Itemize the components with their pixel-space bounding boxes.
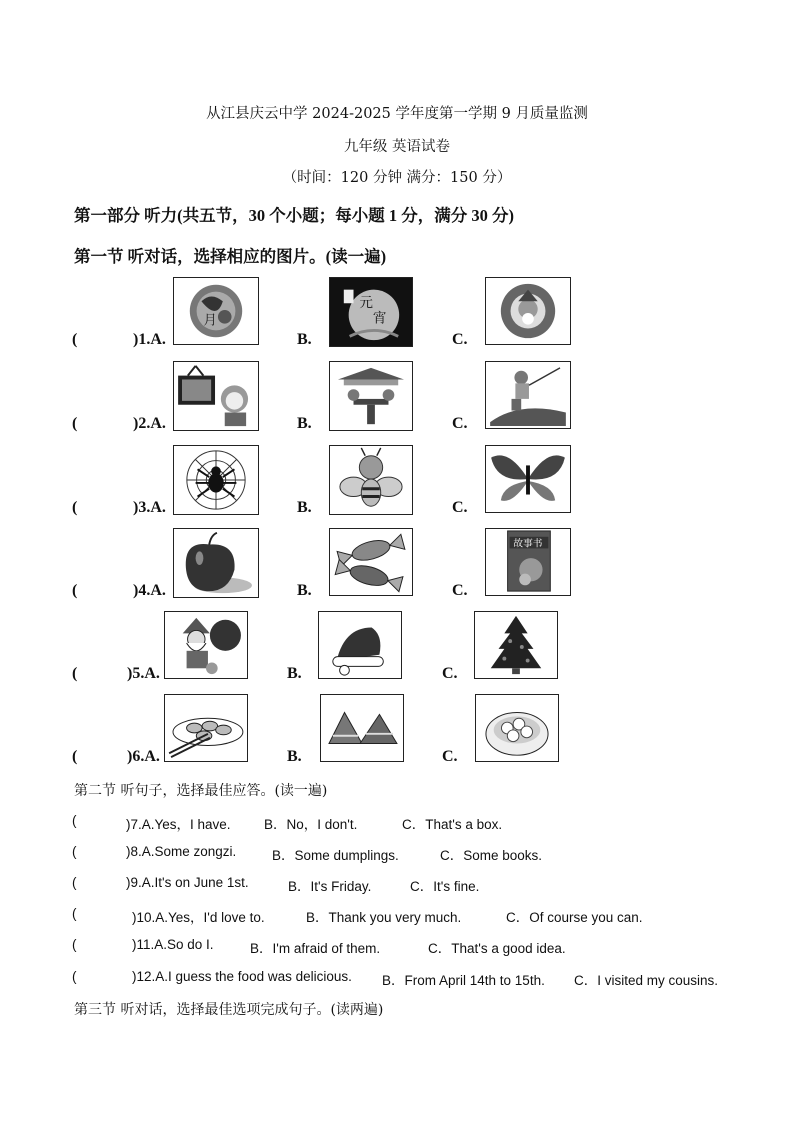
section2-heading: 第二节 听句子，选择最佳应答。(读一遍): [74, 783, 328, 799]
answer-paren[interactable]: (: [72, 813, 77, 828]
candy-icon[interactable]: [329, 528, 413, 596]
option-b-label: B.: [297, 499, 312, 516]
answer-paren[interactable]: (: [72, 748, 78, 765]
santa-wreath-icon[interactable]: [485, 277, 571, 345]
answer-paren[interactable]: (: [72, 969, 77, 984]
option-b: B．Some dumplings.: [272, 848, 399, 863]
answer-paren[interactable]: (: [72, 875, 77, 890]
exam-meta: （时间：120 分钟 满分：150 分）: [282, 170, 512, 186]
answer-paren[interactable]: (: [72, 937, 77, 952]
question-number: )1.A.: [133, 331, 166, 348]
storybook-title: 故事书: [513, 538, 543, 550]
option-b: B．From April 14th to 15th.: [382, 973, 545, 988]
answer-paren[interactable]: (: [72, 331, 78, 348]
option-c: C．That's a box.: [402, 817, 503, 832]
option-b-label: B.: [287, 748, 302, 765]
answer-paren[interactable]: (: [72, 906, 77, 921]
option-a: )9.A.It's on June 1st.: [126, 875, 249, 890]
option-b: B．No，I don't.: [264, 817, 358, 832]
option-c: C．That's a good idea.: [428, 941, 566, 956]
question-number: )3.A.: [133, 499, 166, 516]
answer-paren[interactable]: (: [72, 844, 77, 859]
lantern-text-2: 宵: [372, 310, 387, 327]
question-number: )2.A.: [133, 415, 166, 432]
spider-icon[interactable]: [173, 445, 259, 515]
svg-text:月: 月: [203, 312, 217, 329]
option-a: )7.A.Yes，I have.: [126, 817, 231, 832]
christmas-tree-icon[interactable]: [474, 611, 558, 679]
option-a: )8.A.Some zongzi.: [126, 844, 237, 859]
cafe-table-icon[interactable]: [329, 361, 413, 431]
christmas-hat-icon[interactable]: [318, 611, 402, 679]
option-b-label: B.: [297, 582, 312, 599]
option-c: C．Of course you can.: [506, 910, 643, 925]
option-a: )12.A.I guess the food was delicious.: [132, 969, 352, 984]
dumplings-icon[interactable]: [164, 694, 248, 762]
boy-fishing-icon[interactable]: [485, 361, 571, 429]
option-a: )10.A.Yes，I'd love to.: [132, 910, 265, 925]
option-b: B．It's Friday.: [288, 879, 372, 894]
apple-icon[interactable]: [173, 528, 259, 598]
option-a: )11.A.So do I.: [132, 937, 214, 952]
option-c-label: C.: [452, 582, 468, 599]
option-b-label: B.: [287, 665, 302, 682]
option-c-label: C.: [452, 415, 468, 432]
option-c-label: C.: [452, 331, 468, 348]
santa-claus-icon[interactable]: [164, 611, 248, 679]
exam-subtitle: 九年级 英语试卷: [343, 139, 451, 155]
answer-paren[interactable]: (: [72, 499, 78, 516]
answer-paren[interactable]: (: [72, 415, 78, 432]
mid-autumn-moon-icon[interactable]: [173, 277, 259, 345]
bee-icon[interactable]: [329, 445, 413, 515]
section1-heading: 第一节 听对话，选择相应的图片。(读一遍): [74, 247, 387, 266]
answer-paren[interactable]: (: [72, 582, 78, 599]
option-b-label: B.: [297, 415, 312, 432]
option-c: C．I visited my cousins.: [574, 973, 719, 988]
section3-heading: 第三节 听对话，选择最佳选项完成句子。(读两遍): [74, 1002, 384, 1018]
zongzi-icon[interactable]: [320, 694, 404, 762]
tangyuan-icon[interactable]: [475, 694, 559, 762]
butterfly-icon[interactable]: [485, 445, 571, 513]
storybook-icon[interactable]: [485, 528, 571, 596]
question-number: )5.A.: [127, 665, 160, 682]
option-b: B．I'm afraid of them.: [250, 941, 381, 956]
question-number: )4.A.: [133, 582, 166, 599]
exam-title: 从江县庆云中学 2024-2025 学年度第一学期 9 月质量监测: [206, 106, 588, 122]
option-c-label: C.: [442, 748, 458, 765]
lantern-festival-icon[interactable]: [329, 277, 413, 347]
lantern-text-1: 元: [359, 295, 373, 312]
question-number: )6.A.: [127, 748, 160, 765]
option-c: C．It's fine.: [410, 879, 480, 894]
part1-heading: 第一部分 听力(共五节，30 个小题；每小题 1 分，满分 30 分): [74, 206, 514, 225]
option-b-label: B.: [297, 331, 312, 348]
option-c: C．Some books.: [440, 848, 543, 863]
option-c-label: C.: [452, 499, 468, 516]
tv-girl-icon[interactable]: [173, 361, 259, 431]
option-b: B．Thank you very much.: [306, 910, 462, 925]
answer-paren[interactable]: (: [72, 665, 78, 682]
option-c-label: C.: [442, 665, 458, 682]
